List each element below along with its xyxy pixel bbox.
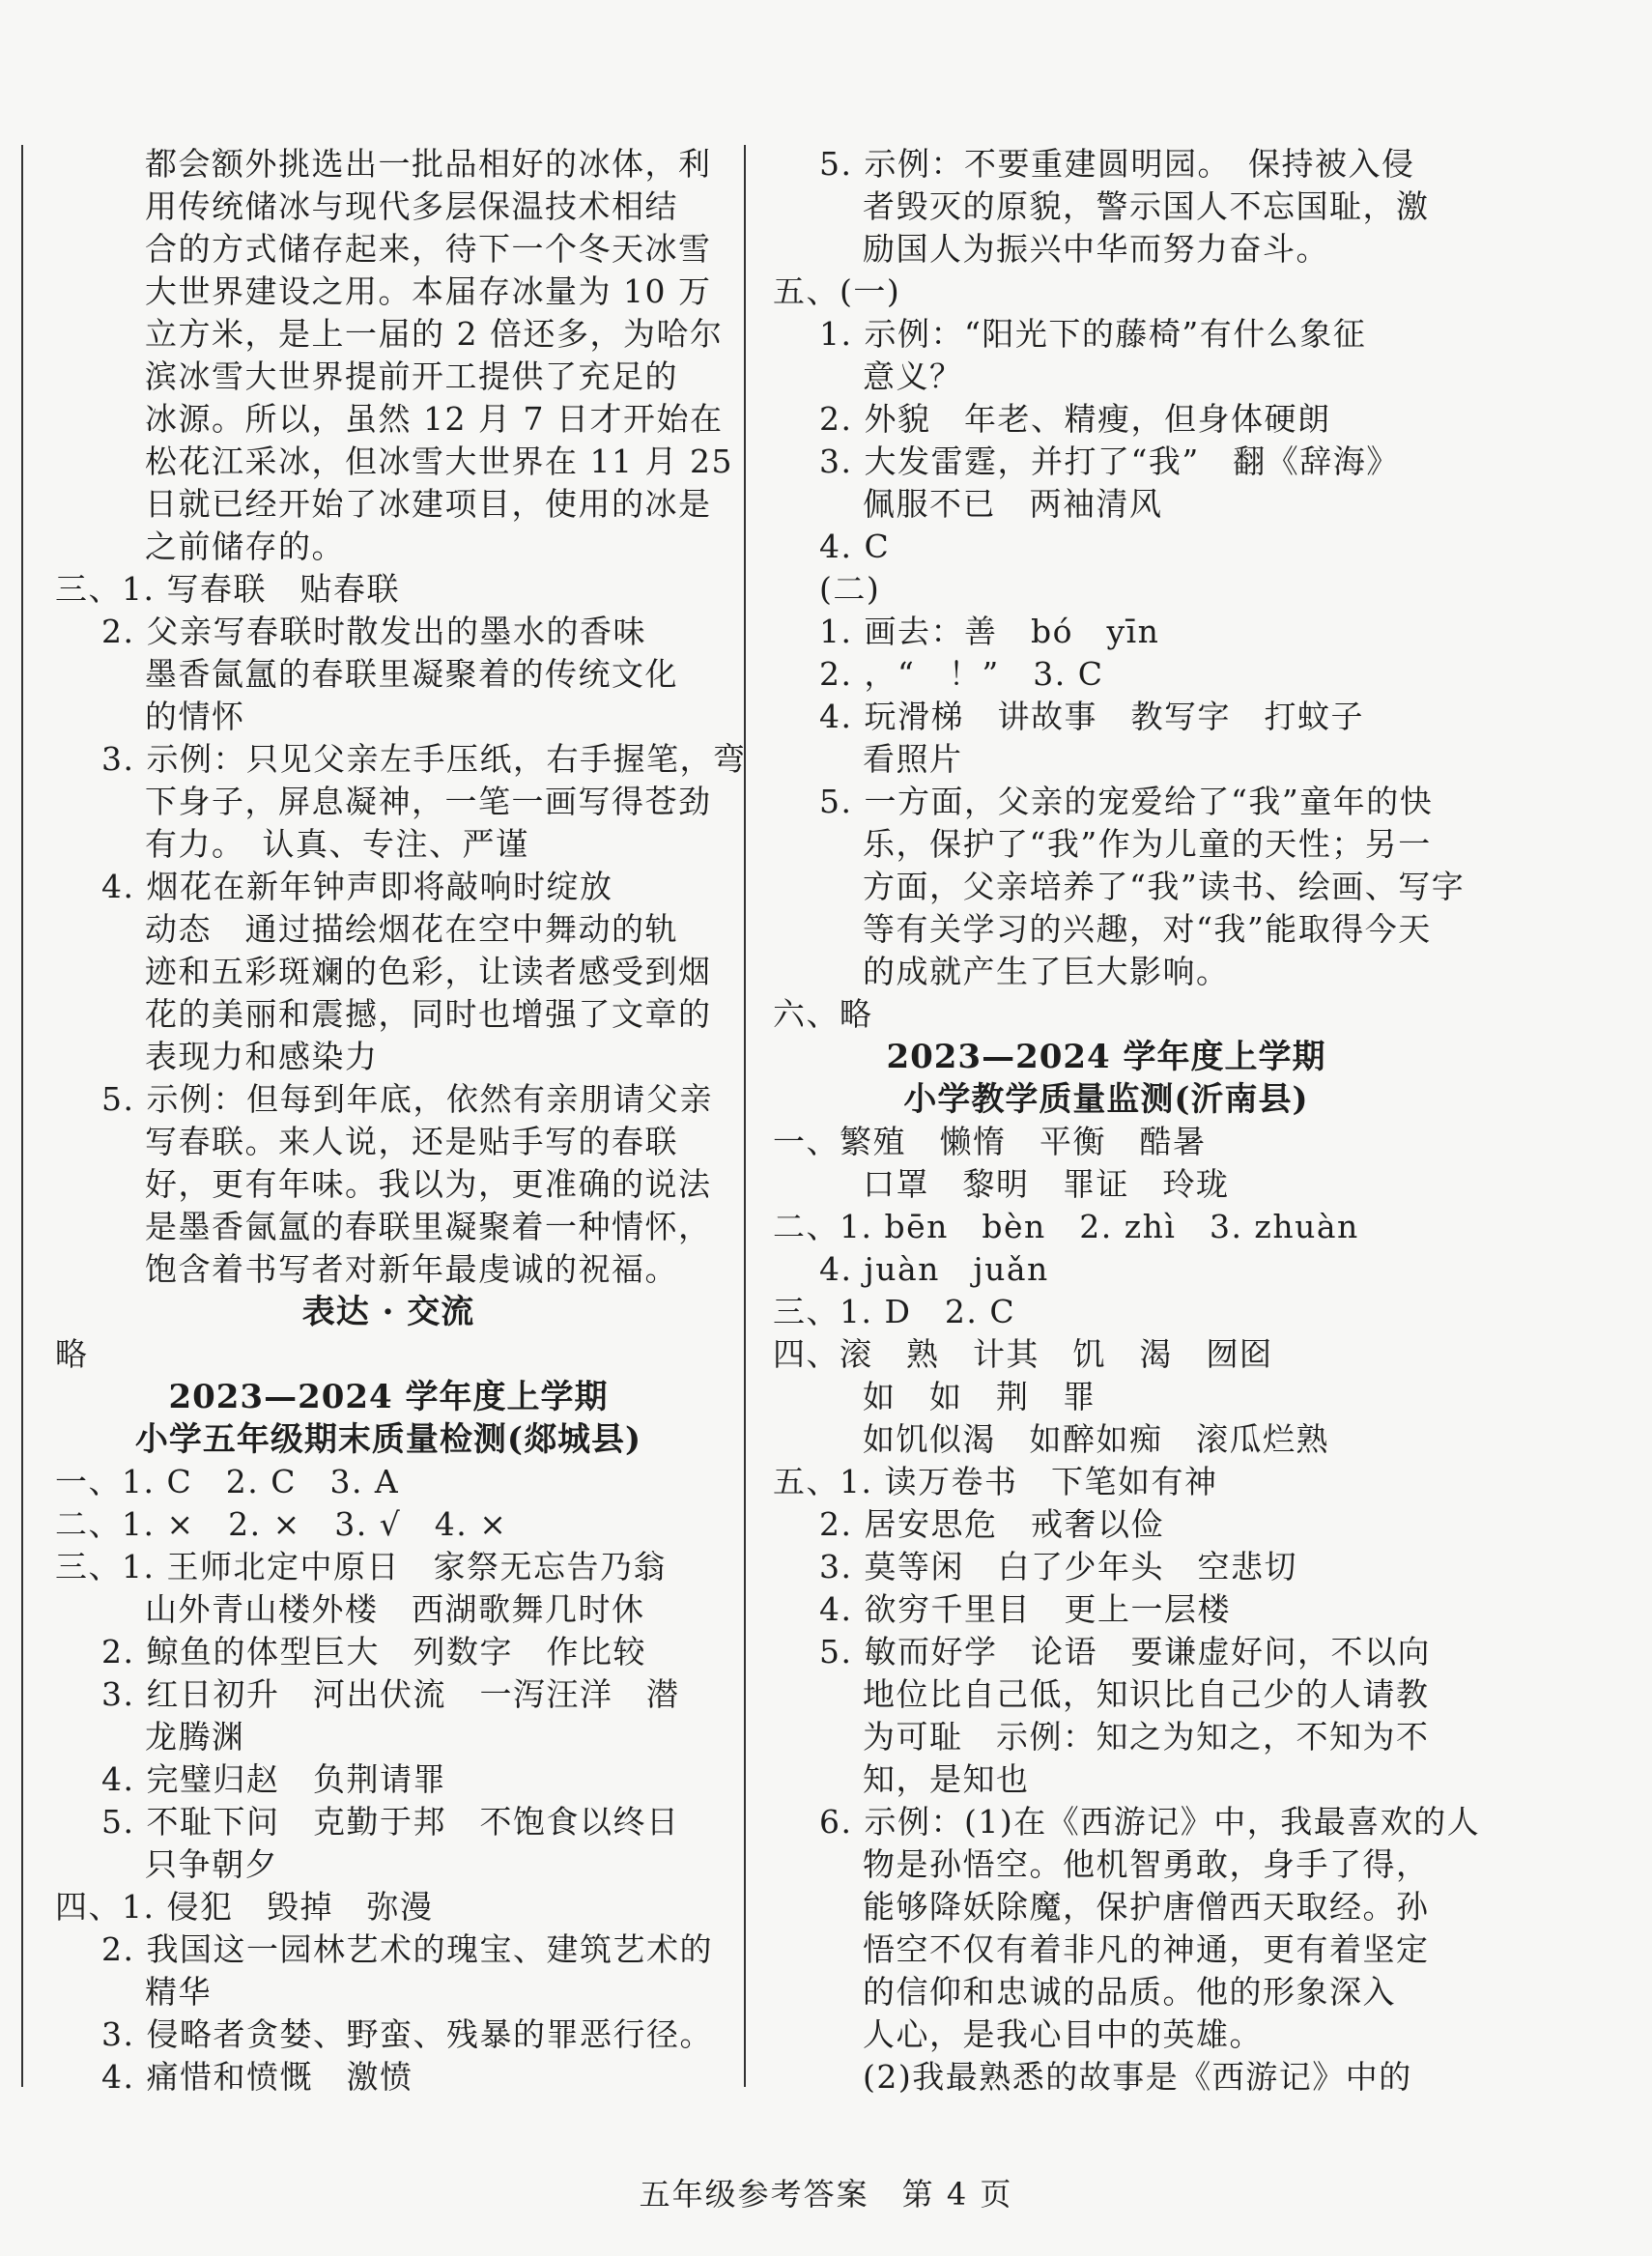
answer-line: 励国人为振兴中华而努力奋斗。 <box>863 230 1329 268</box>
answer-line: 都会额外挑选出一批品相好的冰体，利 <box>145 145 712 183</box>
answer-line: 意义？ <box>863 357 963 395</box>
column-divider-rule <box>744 145 746 2087</box>
section-heading: 小学教学质量监测(沂南县) <box>903 1080 1309 1119</box>
answer-line: 2. 父亲写春联时散发出的墨水的香味 <box>101 613 646 650</box>
answer-line: 的信仰和忠诚的品质。他的形象深入 <box>863 1973 1396 2011</box>
answer-line: 2. 居安思危 戒奢以俭 <box>819 1505 1164 1543</box>
answer-line: 3. 侵略者贪婪、野蛮、残暴的罪恶行径。 <box>101 2015 713 2053</box>
answer-line: 为可耻 示例：知之为知之，不知为不 <box>863 1718 1430 1756</box>
answer-line: (2)我最熟悉的故事是《西游记》中的 <box>863 2058 1412 2096</box>
answer-line: 4. 玩滑梯 讲故事 教写字 打蚊子 <box>819 698 1364 735</box>
answer-line: 五、(一) <box>773 272 901 310</box>
answer-line: 3. 莫等闲 白了少年头 空悲切 <box>819 1548 1297 1585</box>
answer-line: 二、1. × 2. × 3. √ 4. × <box>55 1505 508 1543</box>
answer-line: 饱含着书写者对新年最虔诚的祝福。 <box>145 1250 678 1288</box>
answer-line: 看照片 <box>863 740 963 778</box>
answer-line: 滨冰雪大世界提前开工提供了充足的 <box>145 357 678 395</box>
answer-line: 一、1. C 2. C 3. A <box>55 1463 400 1500</box>
answer-line: 下身子，屏息凝神，一笔一画写得苍劲 <box>145 783 712 820</box>
answer-line: 口罩 黎明 罪证 玲珑 <box>863 1165 1230 1203</box>
answer-line: 5. 一方面，父亲的宠爱给了“我”童年的快 <box>819 783 1434 820</box>
answer-line: 5. 示例：不要重建圆明园。 保持被入侵 <box>819 145 1415 183</box>
answer-line: 一、繁殖 懒惰 平衡 酷暑 <box>773 1123 1207 1160</box>
answer-line: 写春联。来人说，还是贴手写的春联 <box>145 1123 678 1160</box>
answer-line: 地位比自己低，知识比自己少的人请教 <box>863 1675 1430 1713</box>
answer-line: 3. 大发雷霆，并打了“我” 翻《辞海》 <box>819 443 1400 480</box>
answer-line: 五、1. 读万卷书 下笔如有神 <box>773 1463 1218 1500</box>
answer-line: 物是孙悟空。他机智勇敢，身手了得， <box>863 1845 1430 1883</box>
section-heading: 表达 · 交流 <box>301 1293 475 1331</box>
answer-line: 山外青山楼外楼 西湖歌舞几时休 <box>145 1590 645 1628</box>
answer-line: 大世界建设之用。本届存冰量为 10 万 <box>145 272 712 310</box>
answer-line: 精华 <box>145 1973 212 2011</box>
answer-line: 2. 鲸鱼的体型巨大 列数字 作比较 <box>101 1633 646 1671</box>
answer-line: 只争朝夕 <box>145 1845 278 1883</box>
answer-line: 5. 敏而好学 论语 要谦虚好问，不以向 <box>819 1633 1431 1671</box>
answer-line: 龙腾渊 <box>145 1718 245 1756</box>
answer-line: 1. 画去：善 bó yīn <box>819 613 1160 650</box>
answer-line: 四、滚 熟 计其 饥 渴 囫囵 <box>773 1335 1273 1373</box>
answer-line: 略 <box>55 1335 89 1373</box>
answer-line: 人心，是我心目中的英雄。 <box>863 2015 1263 2053</box>
answer-line: 佩服不已 两袖清风 <box>863 485 1163 523</box>
answer-line: 4. 痛惜和愤慨 激愤 <box>101 2058 413 2096</box>
answer-line: 合的方式储存起来，待下一个冬天冰雪 <box>145 230 712 268</box>
answer-line: 4. C <box>819 528 891 565</box>
answer-line: 6. 示例：(1)在《西游记》中，我最喜欢的人 <box>819 1803 1481 1841</box>
answer-line: 乐，保护了“我”作为儿童的天性；另一 <box>863 825 1432 863</box>
answer-line: 日就已经开始了冰建项目，使用的冰是 <box>145 485 712 523</box>
answer-line: 2. 外貌 年老、精瘦，但身体硬朗 <box>819 400 1331 438</box>
answer-line: 的情怀 <box>145 698 245 735</box>
answer-line: 之前储存的。 <box>145 528 345 565</box>
answer-line: 四、1. 侵犯 毁掉 弥漫 <box>55 1888 434 1926</box>
answer-line: 三、1. D 2. C <box>773 1293 1016 1330</box>
answer-line: 三、1. 写春联 贴春联 <box>55 570 400 608</box>
answer-line: 有力。 认真、专注、严谨 <box>145 825 529 863</box>
answer-line: 知，是知也 <box>863 1760 1030 1798</box>
answer-line: 2. ，“ ！” 3. C <box>819 655 1104 693</box>
answer-line: 迹和五彩斑斓的色彩，让读者感受到烟 <box>145 953 712 990</box>
answer-line: 3. 红日初升 河出伏流 一泻汪洋 潜 <box>101 1675 680 1713</box>
answer-line: 动态 通过描绘烟花在空中舞动的轨 <box>145 910 678 948</box>
answer-line: 4. 欲穷千里目 更上一层楼 <box>819 1590 1231 1628</box>
answer-line: 是墨香氤氲的春联里凝聚着一种情怀， <box>145 1208 712 1245</box>
answer-line: 表现力和感染力 <box>145 1038 379 1075</box>
answer-line: 3. 示例：只见父亲左手压纸，右手握笔，弯 <box>101 740 747 778</box>
left-margin-rule <box>21 145 23 2087</box>
section-heading: 2023—2024 学年度上学期 <box>886 1038 1326 1076</box>
answer-line: 三、1. 王师北定中原日 家祭无忘告乃翁 <box>55 1548 667 1585</box>
answer-line: 4. 完璧归赵 负荆请罪 <box>101 1760 446 1798</box>
answer-line: 方面，父亲培养了“我”读书、绘画、写字 <box>863 868 1466 905</box>
section-heading: 2023—2024 学年度上学期 <box>168 1378 609 1416</box>
answer-line: 立方米，是上一届的 2 倍还多，为哈尔 <box>145 315 724 353</box>
answer-line: 如饥似渴 如醉如痴 滚瓜烂熟 <box>863 1420 1329 1458</box>
answer-line: 5. 示例：但每到年底，依然有亲朋请父亲 <box>101 1080 713 1118</box>
answer-line: 花的美丽和震撼，同时也增强了文章的 <box>145 995 712 1033</box>
answer-line: 冰源。所以，虽然 12 月 7 日才开始在 <box>145 400 724 438</box>
answer-line: 4. 烟花在新年钟声即将敲响时绽放 <box>101 868 613 905</box>
section-heading: 小学五年级期末质量检测(郯城县) <box>134 1420 642 1459</box>
answer-line: 用传统储冰与现代多层保温技术相结 <box>145 187 678 225</box>
answer-line: 如 如 荆 罪 <box>863 1378 1097 1415</box>
answer-line: 好，更有年味。我以为，更准确的说法 <box>145 1165 712 1203</box>
page-footer: 五年级参考答案 第 4 页 <box>639 2176 1013 2213</box>
answer-line: 者毁灭的原貌，警示国人不忘国耻，激 <box>863 187 1430 225</box>
answer-line: 二、1. bēn bèn 2. zhì 3. zhuàn <box>773 1208 1359 1245</box>
answer-line: (二) <box>819 570 881 608</box>
answer-line: 的成就产生了巨大影响。 <box>863 953 1230 990</box>
answer-line: 5. 不耻下问 克勤于邦 不饱食以终日 <box>101 1803 680 1841</box>
answer-line: 松花江采冰，但冰雪大世界在 11 月 25 <box>145 443 733 480</box>
answer-line: 等有关学习的兴趣，对“我”能取得今天 <box>863 910 1432 948</box>
answer-line: 能够降妖除魔，保护唐僧西天取经。孙 <box>863 1888 1430 1926</box>
answer-line: 墨香氤氲的春联里凝聚着的传统文化 <box>145 655 678 693</box>
answer-line: 2. 我国这一园林艺术的瑰宝、建筑艺术的 <box>101 1930 713 1968</box>
answer-line: 4. juàn juǎn <box>819 1250 1049 1288</box>
answer-line: 悟空不仅有着非凡的神通，更有着坚定 <box>863 1930 1430 1968</box>
answer-line: 1. 示例：“阳光下的藤椅”有什么象征 <box>819 315 1367 353</box>
answer-line: 六、略 <box>773 995 873 1033</box>
